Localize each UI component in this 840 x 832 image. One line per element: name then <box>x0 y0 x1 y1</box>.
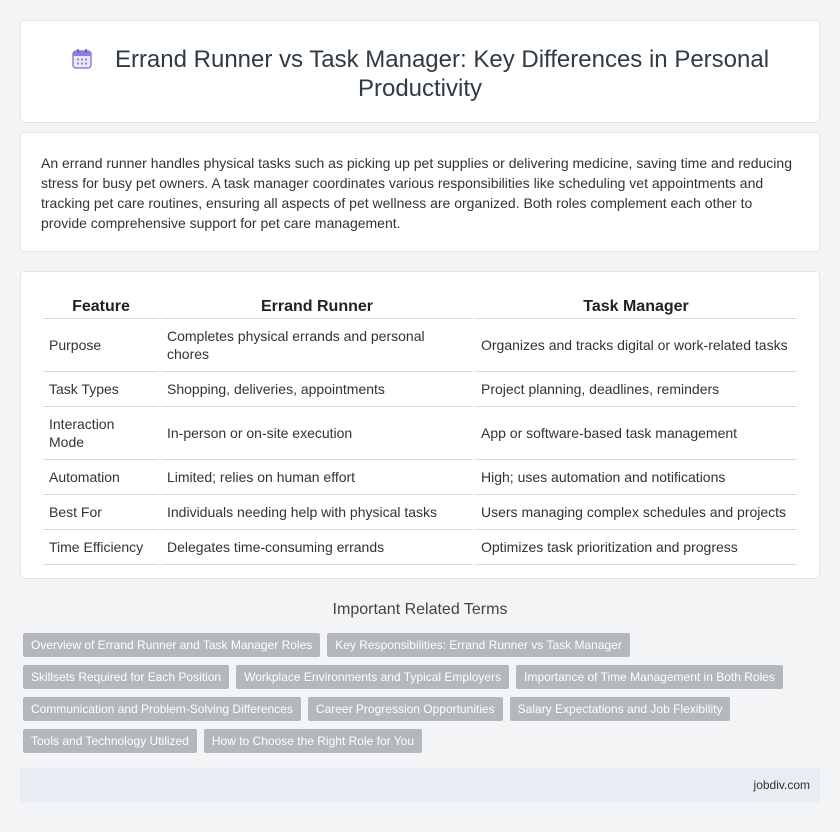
task-manager-cell: App or software-based task management <box>475 407 797 460</box>
task-manager-cell: Organizes and tracks digital or work-related tasks <box>475 319 797 372</box>
related-term-tag[interactable]: Importance of Time Management in Both Roles <box>516 665 783 689</box>
related-term-tag[interactable]: How to Choose the Right Role for You <box>204 729 422 753</box>
table-row <box>43 495 797 530</box>
intro-paragraph: An errand runner handles physical tasks such as picking up pet supplies or delivering medicine, saving time and reducing stress for busy pet owners. A task manager coordinates various responsibilities like scheduling vet appointments and tracking pet care routines, ensuring all aspects of pet wellness are organized. Both roles complement each other to provide comprehensive support for pet care management. <box>41 155 792 231</box>
calendar-icon <box>71 48 93 70</box>
table-header-row <box>43 294 797 319</box>
header-feature: Feature <box>43 294 159 319</box>
related-term-tag[interactable]: Communication and Problem-Solving Differences <box>23 697 301 721</box>
table-row <box>43 530 797 565</box>
errand-runner-cell: Completes physical errands and personal chores <box>161 319 473 372</box>
related-term-tag[interactable]: Salary Expectations and Job Flexibility <box>510 697 731 721</box>
task-manager-cell: Users managing complex schedules and projects <box>475 495 797 530</box>
header-card <box>20 20 820 123</box>
intro-card <box>20 132 820 252</box>
table-row <box>43 460 797 495</box>
page-title <box>60 45 780 103</box>
table-row <box>43 407 797 460</box>
task-manager-cell: Optimizes task prioritization and progress <box>475 530 797 565</box>
errand-runner-cell: Delegates time-consuming errands <box>161 530 473 565</box>
footer-site-link[interactable]: jobdiv.com <box>753 778 810 792</box>
table-row <box>43 319 797 372</box>
errand-runner-cell: Limited; relies on human effort <box>161 460 473 495</box>
related-term-tag[interactable]: Key Responsibilities: Errand Runner vs Task Manager <box>327 633 630 657</box>
related-terms-title: Important Related Terms <box>332 601 508 618</box>
comparison-card <box>20 271 820 579</box>
header-task-manager: Task Manager <box>475 294 797 319</box>
feature-cell: Best For <box>43 495 159 530</box>
errand-runner-cell: Shopping, deliveries, appointments <box>161 372 473 407</box>
page-title-text: Errand Runner vs Task Manager: Key Differences in Personal Productivity <box>114 46 770 102</box>
related-term-tag[interactable]: Career Progression Opportunities <box>308 697 503 721</box>
feature-cell: Task Types <box>43 372 159 407</box>
feature-cell: Purpose <box>43 319 159 372</box>
related-term-tag[interactable]: Workplace Environments and Typical Employers <box>236 665 509 689</box>
table-row <box>43 372 797 407</box>
comparison-table <box>41 294 799 565</box>
feature-cell: Time Efficiency <box>43 530 159 565</box>
related-term-tag[interactable]: Skillsets Required for Each Position <box>23 665 229 689</box>
title-wrap <box>21 45 819 103</box>
footer <box>20 768 820 802</box>
related-term-tag[interactable]: Overview of Errand Runner and Task Manager Roles <box>23 633 320 657</box>
related-term-tag[interactable]: Tools and Technology Utilized <box>23 729 197 753</box>
header-errand-runner: Errand Runner <box>161 294 473 319</box>
errand-runner-cell: In-person or on-site execution <box>161 407 473 460</box>
feature-cell: Automation <box>43 460 159 495</box>
task-manager-cell: High; uses automation and notifications <box>475 460 797 495</box>
task-manager-cell: Project planning, deadlines, reminders <box>475 372 797 407</box>
related-terms-list <box>20 633 820 753</box>
errand-runner-cell: Individuals needing help with physical tasks <box>161 495 473 530</box>
feature-cell: Interaction Mode <box>43 407 159 460</box>
